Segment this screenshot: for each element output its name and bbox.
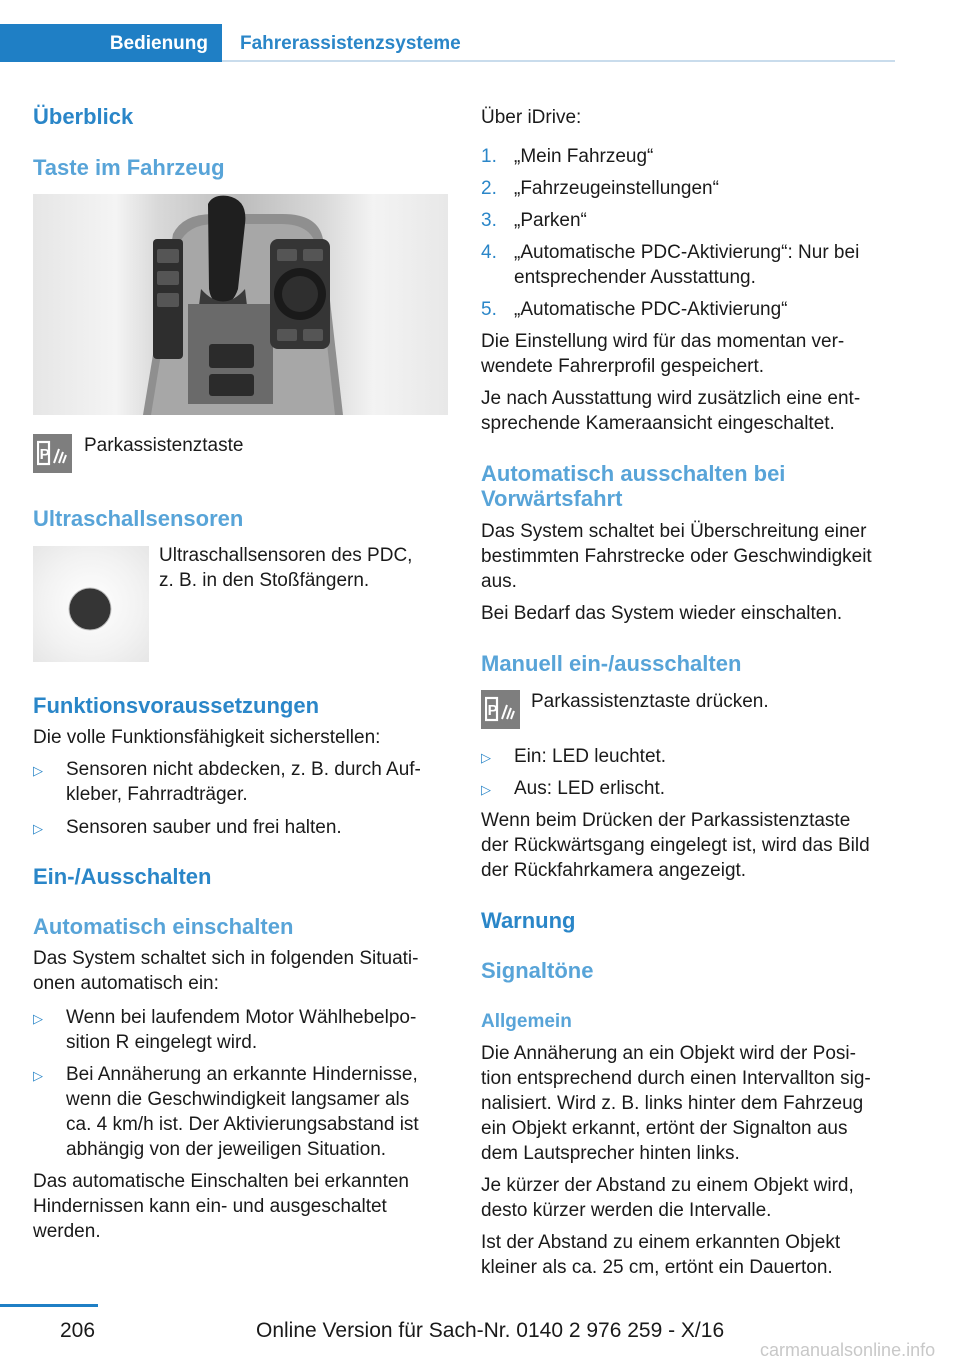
auto-ein-line-1: Das System schaltet sich in folgenden Situati- (33, 948, 419, 969)
funktion-intro: Die volle Funktionsfähigkeit sicherstellen: (33, 727, 381, 748)
allg-line-2: tion entsprechend durch einen Intervallton sig- (481, 1068, 871, 1089)
kamera-line-1: Je nach Ausstattung wird zusätzlich eine ent- (481, 388, 861, 409)
list-item: ▷ Aus: LED erlischt. (481, 776, 896, 801)
footer-accent-line (0, 1304, 98, 1307)
kuerzer-line-1: Je kürzer der Abstand zu einem Objekt wird, (481, 1175, 854, 1196)
allg-line-4: ein Objekt erkannt, ertönt der Signalton aus (481, 1118, 848, 1139)
svg-text:P: P (39, 446, 50, 463)
page-number: 206 (60, 1319, 96, 1342)
list-item: 5. „Automatische PDC-Aktivierung“ (481, 299, 788, 320)
manuell-text: Parkassistenztaste drücken. (531, 691, 769, 712)
idrive-label: Über iDrive: (481, 107, 582, 128)
center-console-illustration (33, 194, 448, 415)
aus-line-3: aus. (481, 571, 517, 592)
triangle-bullet-icon: ▷ (33, 1068, 43, 1083)
ultrasonic-sensor-image (33, 546, 149, 662)
rueck-line-1: Wenn beim Drücken der Parkassistenztaste (481, 810, 851, 831)
kuerzer-line-2: desto kürzer werden die Intervalle. (481, 1200, 772, 1221)
triangle-bullet-icon: ▷ (481, 782, 491, 797)
auto-end-line-1: Das automatische Einschalten bei erkannten (33, 1171, 410, 1192)
ultra-text-line-1: Ultraschallsensoren des PDC, (159, 545, 413, 566)
aus-line-2: bestimmten Fahrstrecke oder Geschwindigkeit (481, 546, 872, 567)
heading-allgemein: Allgemein (481, 1011, 572, 1032)
auto-end-line-2: Hindernissen kann ein- und ausgeschaltet (33, 1196, 387, 1217)
park-assist-button-icon (481, 690, 520, 729)
bedarf-text: Bei Bedarf das System wieder einschalten. (481, 603, 843, 624)
tab-fahrerassistenzsysteme[interactable]: Fahrerassistenzsysteme (240, 32, 461, 54)
allg-line-1: Die Annäherung an ein Objekt wird der Posi- (481, 1043, 856, 1064)
auto-end-line-3: werden. (33, 1221, 101, 1242)
heading-automatisch-einschalten: Automatisch einschalten (33, 914, 294, 939)
rueck-line-3: der Rückfahrkamera angezeigt. (481, 860, 747, 881)
rueck-line-2: der Rückwärtsgang eingelegt ist, wird das Bild (481, 835, 870, 856)
heading-manuell: Manuell ein-/ausschalten (481, 651, 742, 676)
triangle-bullet-icon: ▷ (33, 763, 43, 778)
heading-auto-ausschalten-2: Vorwärtsfahrt (481, 486, 623, 511)
list-item: 3. „Parken“ (481, 210, 587, 231)
triangle-bullet-icon: ▷ (33, 821, 43, 836)
kamera-line-2: sprechende Kameraansicht eingeschaltet. (481, 413, 835, 434)
auto-ein-line-2: onen automatisch ein: (33, 973, 219, 994)
ultra-text-line-2: z. B. in den Stoßfängern. (159, 570, 370, 591)
list-item: 1. „Mein Fahrzeug“ (481, 146, 654, 167)
heading-ueberblick: Überblick (33, 104, 134, 129)
allg-line-3: nalisiert. Wird z. B. links hinter dem Fahrzeug (481, 1093, 864, 1114)
svg-text:P: P (487, 702, 498, 719)
list-item: 2. „Fahrzeugeinstellungen“ (481, 178, 719, 199)
tab-divider (222, 60, 895, 62)
list-item: ▷ Wenn bei laufendem Motor Wählhebelpo- sition R eingelegt wird. (33, 1007, 417, 1053)
list-item: 4. „Automatische PDC-Aktivierung“: Nur bei entsprechender Ausstattung. (481, 242, 860, 288)
profil-line-1: Die Einstellung wird für das momentan ver- (481, 331, 845, 352)
park-assist-button-icon (33, 434, 72, 473)
icon-caption-parkassistenztaste: Parkassistenztaste (84, 435, 244, 456)
list-item: ▷ Ein: LED leuchtet. (481, 744, 896, 769)
heading-signaltoene: Signaltöne (481, 958, 594, 983)
heading-ein-ausschalten: Ein-/Ausschalten (33, 864, 212, 889)
dauer-line-2: kleiner als ca. 25 cm, ertönt ein Dauerton. (481, 1257, 833, 1278)
triangle-bullet-icon: ▷ (33, 1011, 43, 1026)
allg-line-5: dem Lautsprecher hinten links. (481, 1143, 740, 1164)
list-item: ▷ Sensoren sauber und frei halten. (33, 815, 448, 840)
tab-bedienung[interactable]: Bedienung (0, 24, 222, 62)
profil-line-2: wendete Fahrerprofil gespeichert. (481, 356, 765, 377)
list-item: ▷ Sensoren nicht abdecken, z. B. durch Auf- kleber, Fahrradträger. (33, 759, 421, 805)
online-version-text: Online Version für Sach-Nr. 0140 2 976 259 - X/16 (256, 1319, 725, 1342)
center-console-photo (33, 194, 448, 415)
chapter-tabbar (0, 24, 895, 62)
heading-warnung: Warnung (481, 908, 576, 933)
dauer-line-1: Ist der Abstand zu einem erkannten Objekt (481, 1232, 841, 1253)
watermark-text: carmanualsonline.info (760, 1340, 936, 1360)
triangle-bullet-icon: ▷ (481, 750, 491, 765)
aus-line-1: Das System schaltet bei Überschreitung einer (481, 521, 867, 542)
heading-auto-ausschalten-1: Automatisch ausschalten bei (481, 461, 786, 486)
heading-funktionsvoraussetzungen: Funktionsvoraussetzungen (33, 693, 320, 718)
list-item: ▷ Bei Annäherung an erkannte Hindernisse, wenn die Geschwindigkeit langsamer als ca. 4 km/h ist. Der Aktivierungsabstand ist abhängig von der jeweiligen Situation. (33, 1064, 419, 1160)
heading-taste-im-fahrzeug: Taste im Fahrzeug (33, 155, 225, 180)
heading-ultraschallsensoren: Ultraschallsensoren (33, 506, 244, 531)
